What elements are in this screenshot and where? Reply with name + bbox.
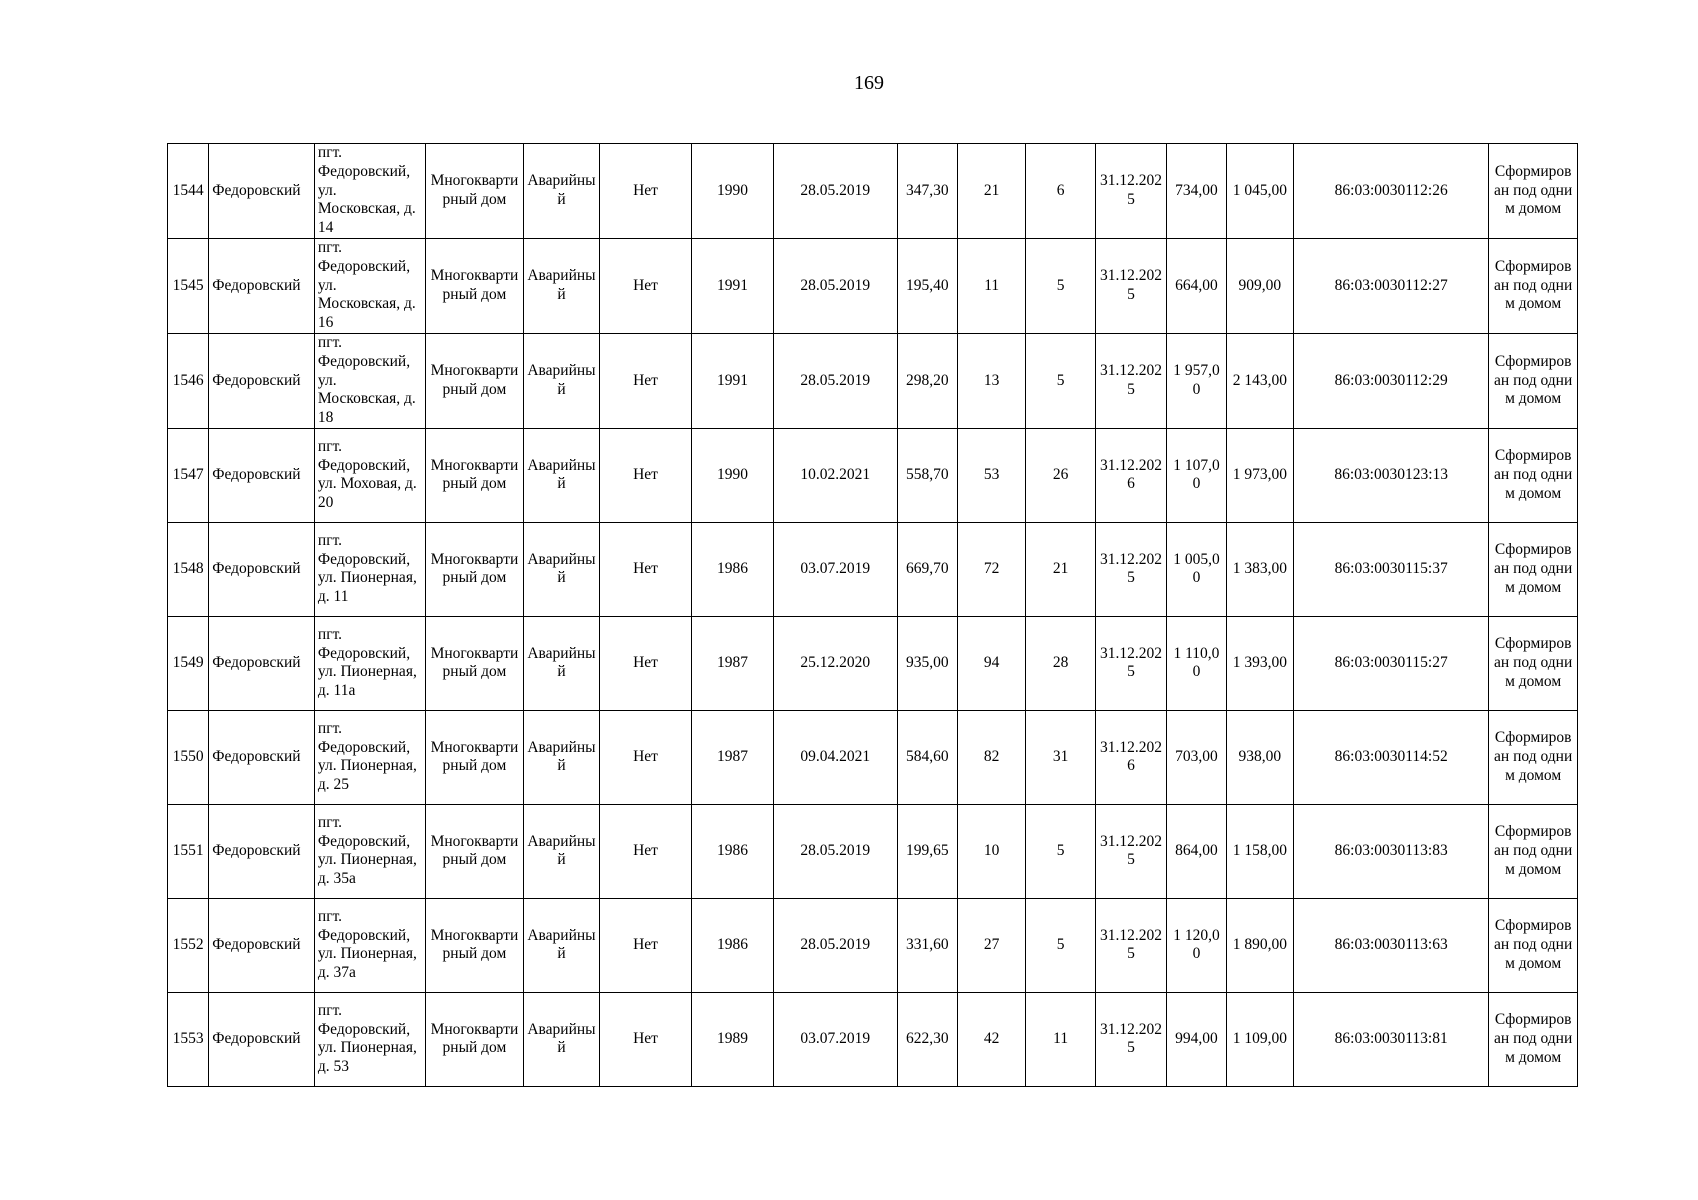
cell-address: пгт. Федоровский, ул. Пионерная, д. 25 [314, 710, 425, 804]
cell-deadline: 31.12.2025 [1095, 522, 1166, 616]
cell-area: 195,40 [897, 238, 957, 333]
cell-year: 1986 [692, 898, 774, 992]
cell-year: 1986 [692, 522, 774, 616]
cell-cadastral-number: 86:03:0030112:29 [1294, 333, 1489, 428]
cell-district: Федоровский [209, 428, 315, 522]
cell-status: Аварийный [524, 992, 599, 1086]
cell-building-type: Многоквартирный дом [425, 144, 524, 239]
cell-value-2: 1 109,00 [1226, 992, 1293, 1086]
cell-building-type: Многоквартирный дом [425, 992, 524, 1086]
cell-flag: Нет [599, 898, 692, 992]
cell-flats: 11 [1026, 992, 1095, 1086]
cell-value-2: 1 045,00 [1226, 144, 1293, 239]
cell-flats: 6 [1026, 144, 1095, 239]
cell-cadastral-number: 86:03:0030113:83 [1294, 804, 1489, 898]
cell-row-number: 1550 [168, 710, 209, 804]
cell-note: Сформирован под одним домом [1489, 804, 1578, 898]
cell-building-type: Многоквартирный дом [425, 238, 524, 333]
cell-note: Сформирован под одним домом [1489, 238, 1578, 333]
cell-residents: 94 [957, 616, 1025, 710]
cell-note: Сформирован под одним домом [1489, 710, 1578, 804]
cell-deadline: 31.12.2025 [1095, 992, 1166, 1086]
cell-deadline: 31.12.2026 [1095, 428, 1166, 522]
cell-flats: 5 [1026, 804, 1095, 898]
cell-value-1: 1 110,00 [1167, 616, 1226, 710]
cell-note: Сформирован под одним домом [1489, 428, 1578, 522]
cell-building-type: Многоквартирный дом [425, 898, 524, 992]
cell-value-2: 1 393,00 [1226, 616, 1293, 710]
cell-row-number: 1553 [168, 992, 209, 1086]
cell-year: 1989 [692, 992, 774, 1086]
cell-date: 28.05.2019 [773, 144, 897, 239]
cell-year: 1990 [692, 144, 774, 239]
cell-address: пгт. Федоровский, ул. Московская, д. 18 [314, 333, 425, 428]
cell-note: Сформирован под одним домом [1489, 992, 1578, 1086]
cell-value-1: 1 005,00 [1167, 522, 1226, 616]
cell-area: 584,60 [897, 710, 957, 804]
cell-area: 935,00 [897, 616, 957, 710]
cell-residents: 11 [957, 238, 1025, 333]
table-body [168, 144, 1578, 1087]
cell-flats: 21 [1026, 522, 1095, 616]
cell-address: пгт. Федоровский, ул. Московская, д. 16 [314, 238, 425, 333]
cell-date: 28.05.2019 [773, 238, 897, 333]
cell-address: пгт. Федоровский, ул. Пионерная, д. 37а [314, 898, 425, 992]
cell-flag: Нет [599, 710, 692, 804]
cell-address: пгт. Федоровский, ул. Московская, д. 14 [314, 144, 425, 239]
table-row [168, 616, 1578, 710]
cell-cadastral-number: 86:03:0030114:52 [1294, 710, 1489, 804]
cell-note: Сформирован под одним домом [1489, 522, 1578, 616]
cell-row-number: 1544 [168, 144, 209, 239]
cell-cadastral-number: 86:03:0030112:26 [1294, 144, 1489, 239]
cell-flag: Нет [599, 616, 692, 710]
cell-row-number: 1552 [168, 898, 209, 992]
page-number: 169 [854, 72, 884, 94]
cell-year: 1987 [692, 710, 774, 804]
cell-address: пгт. Федоровский, ул. Пионерная, д. 35а [314, 804, 425, 898]
cell-row-number: 1546 [168, 333, 209, 428]
cell-value-2: 1 890,00 [1226, 898, 1293, 992]
cell-date: 09.04.2021 [773, 710, 897, 804]
cell-value-1: 1 957,00 [1167, 333, 1226, 428]
cell-status: Аварийный [524, 144, 599, 239]
cell-note: Сформирован под одним домом [1489, 616, 1578, 710]
cell-deadline: 31.12.2025 [1095, 238, 1166, 333]
cell-area: 669,70 [897, 522, 957, 616]
cell-value-2: 938,00 [1226, 710, 1293, 804]
cell-row-number: 1551 [168, 804, 209, 898]
cell-address: пгт. Федоровский, ул. Пионерная, д. 11 [314, 522, 425, 616]
cell-address: пгт. Федоровский, ул. Пионерная, д. 11а [314, 616, 425, 710]
cell-value-2: 909,00 [1226, 238, 1293, 333]
cell-building-type: Многоквартирный дом [425, 522, 524, 616]
cell-flats: 5 [1026, 333, 1095, 428]
cell-note: Сформирован под одним домом [1489, 144, 1578, 239]
cell-year: 1986 [692, 804, 774, 898]
cell-value-1: 664,00 [1167, 238, 1226, 333]
cell-flag: Нет [599, 333, 692, 428]
cell-district: Федоровский [209, 898, 315, 992]
cell-flats: 5 [1026, 238, 1095, 333]
cell-date: 03.07.2019 [773, 522, 897, 616]
cell-district: Федоровский [209, 522, 315, 616]
cell-district: Федоровский [209, 616, 315, 710]
cell-row-number: 1545 [168, 238, 209, 333]
cell-residents: 82 [957, 710, 1025, 804]
cell-date: 28.05.2019 [773, 898, 897, 992]
cell-residents: 27 [957, 898, 1025, 992]
cell-note: Сформирован под одним домом [1489, 898, 1578, 992]
cell-value-2: 2 143,00 [1226, 333, 1293, 428]
cell-district: Федоровский [209, 144, 315, 239]
cell-building-type: Многоквартирный дом [425, 333, 524, 428]
cell-district: Федоровский [209, 710, 315, 804]
cell-status: Аварийный [524, 522, 599, 616]
cell-flats: 5 [1026, 898, 1095, 992]
cell-year: 1991 [692, 238, 774, 333]
cell-status: Аварийный [524, 238, 599, 333]
cell-status: Аварийный [524, 804, 599, 898]
cell-date: 25.12.2020 [773, 616, 897, 710]
cell-cadastral-number: 86:03:0030112:27 [1294, 238, 1489, 333]
cell-status: Аварийный [524, 333, 599, 428]
cell-area: 347,30 [897, 144, 957, 239]
cell-date: 28.05.2019 [773, 333, 897, 428]
cell-date: 28.05.2019 [773, 804, 897, 898]
cell-deadline: 31.12.2025 [1095, 333, 1166, 428]
cell-residents: 42 [957, 992, 1025, 1086]
cell-cadastral-number: 86:03:0030113:63 [1294, 898, 1489, 992]
cell-building-type: Многоквартирный дом [425, 710, 524, 804]
cell-building-type: Многоквартирный дом [425, 804, 524, 898]
cell-residents: 10 [957, 804, 1025, 898]
cell-address: пгт. Федоровский, ул. Пионерная, д. 53 [314, 992, 425, 1086]
cell-status: Аварийный [524, 428, 599, 522]
cell-district: Федоровский [209, 992, 315, 1086]
cell-cadastral-number: 86:03:0030115:27 [1294, 616, 1489, 710]
cell-cadastral-number: 86:03:0030115:37 [1294, 522, 1489, 616]
cell-value-2: 1 973,00 [1226, 428, 1293, 522]
cell-residents: 72 [957, 522, 1025, 616]
cell-value-2: 1 158,00 [1226, 804, 1293, 898]
cell-area: 622,30 [897, 992, 957, 1086]
cell-building-type: Многоквартирный дом [425, 428, 524, 522]
cell-date: 10.02.2021 [773, 428, 897, 522]
cell-flats: 31 [1026, 710, 1095, 804]
table-row [168, 522, 1578, 616]
table-row [168, 144, 1578, 239]
cell-residents: 13 [957, 333, 1025, 428]
cell-building-type: Многоквартирный дом [425, 616, 524, 710]
cell-value-1: 994,00 [1167, 992, 1226, 1086]
cell-residents: 21 [957, 144, 1025, 239]
cell-value-1: 734,00 [1167, 144, 1226, 239]
cell-area: 558,70 [897, 428, 957, 522]
cell-value-1: 1 107,00 [1167, 428, 1226, 522]
cell-row-number: 1547 [168, 428, 209, 522]
cell-date: 03.07.2019 [773, 992, 897, 1086]
cell-cadastral-number: 86:03:0030113:81 [1294, 992, 1489, 1086]
cell-status: Аварийный [524, 898, 599, 992]
cell-flats: 26 [1026, 428, 1095, 522]
cell-flag: Нет [599, 144, 692, 239]
cell-deadline: 31.12.2026 [1095, 710, 1166, 804]
cell-flag: Нет [599, 428, 692, 522]
cell-status: Аварийный [524, 616, 599, 710]
cell-note: Сформирован под одним домом [1489, 333, 1578, 428]
cell-area: 298,20 [897, 333, 957, 428]
table-row [168, 428, 1578, 522]
cell-area: 199,65 [897, 804, 957, 898]
cell-district: Федоровский [209, 333, 315, 428]
cell-value-2: 1 383,00 [1226, 522, 1293, 616]
cell-cadastral-number: 86:03:0030123:13 [1294, 428, 1489, 522]
cell-deadline: 31.12.2025 [1095, 616, 1166, 710]
cell-deadline: 31.12.2025 [1095, 144, 1166, 239]
cell-flats: 28 [1026, 616, 1095, 710]
cell-address: пгт. Федоровский, ул. Моховая, д. 20 [314, 428, 425, 522]
cell-row-number: 1548 [168, 522, 209, 616]
cell-status: Аварийный [524, 710, 599, 804]
cell-deadline: 31.12.2025 [1095, 898, 1166, 992]
cell-district: Федоровский [209, 804, 315, 898]
cell-year: 1991 [692, 333, 774, 428]
cell-flag: Нет [599, 992, 692, 1086]
table-row [168, 804, 1578, 898]
table-row [168, 333, 1578, 428]
cell-value-1: 864,00 [1167, 804, 1226, 898]
table-row [168, 992, 1578, 1086]
cell-row-number: 1549 [168, 616, 209, 710]
table-row [168, 898, 1578, 992]
cell-value-1: 1 120,00 [1167, 898, 1226, 992]
cell-area: 331,60 [897, 898, 957, 992]
cell-deadline: 31.12.2025 [1095, 804, 1166, 898]
cell-residents: 53 [957, 428, 1025, 522]
table-row [168, 710, 1578, 804]
cell-year: 1987 [692, 616, 774, 710]
table-row [168, 238, 1578, 333]
housing-table [167, 143, 1578, 1087]
cell-value-1: 703,00 [1167, 710, 1226, 804]
cell-flag: Нет [599, 522, 692, 616]
cell-year: 1990 [692, 428, 774, 522]
cell-flag: Нет [599, 238, 692, 333]
cell-flag: Нет [599, 804, 692, 898]
cell-district: Федоровский [209, 238, 315, 333]
